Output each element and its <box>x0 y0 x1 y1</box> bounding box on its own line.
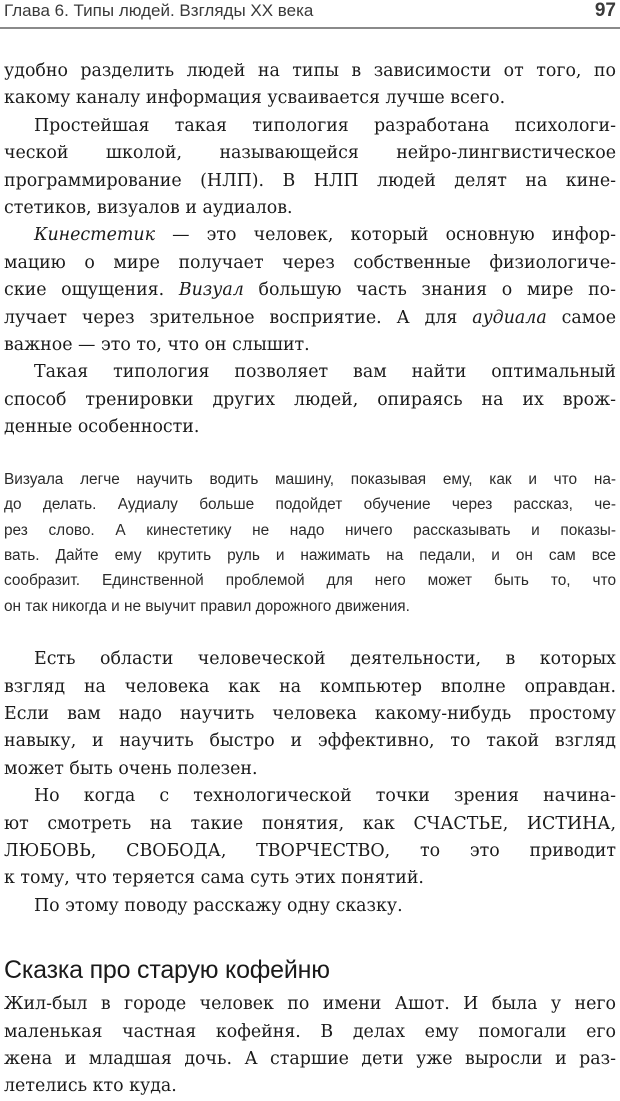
text-span: Простейшая такая типология разработана психологи- <box>34 115 616 136</box>
text-line <box>4 646 616 673</box>
text-line: Жил-был в городе человек по имени Ашот. И была у него <box>4 994 616 1015</box>
paragraph-7 <box>4 893 616 920</box>
sidebar-note <box>4 467 616 619</box>
section-heading: Сказка про старую кофейню <box>4 956 330 985</box>
text-line: жена и младшая дочь. А старшие дети уже выросли и раз- <box>4 1049 616 1069</box>
text-line: способ тренировки других людей, опираясь на их врож- <box>4 389 616 410</box>
text-line: удобно разделить людей на типы в зависимости от того, по <box>4 61 616 81</box>
text-line: сообразит. Единственной проблемой для него может быть то, что <box>4 572 616 590</box>
text-line: важное — это то, что он слышит. <box>4 335 310 356</box>
page-number: 97 <box>594 0 616 21</box>
text-line: Визуала легче научить водить машину, показывая ему, как и что на- <box>4 470 616 488</box>
text-span: По этому поводу расскажу одну сказку. <box>34 895 403 916</box>
text-line <box>4 893 616 920</box>
paragraph-1 <box>4 58 616 113</box>
text-line: какому каналу информация усваивается лучше всего. <box>4 88 506 109</box>
page-content <box>4 58 616 1101</box>
text-line: ЛЮБОВЬ, СВОБОДА, ТВОРЧЕСТВО, то это приводит <box>4 840 616 861</box>
text-line: денные особенности. <box>4 417 200 438</box>
text-span: ские ощущения. <box>4 280 179 301</box>
text-line: вать. Дайте ему крутить руль и нажимать на педали, и он сам все <box>4 546 616 564</box>
text-line: Если вам надо научить человека какому-нибудь простому <box>4 703 616 724</box>
text-line <box>4 277 616 304</box>
text-line: маленькая частная кофейня. В делах ему помогали его <box>4 1021 616 1042</box>
text-line: ческой школой, называющейся нейро-лингвистическое <box>4 143 616 164</box>
term-audial: аудиала <box>472 307 547 328</box>
text-line <box>4 305 616 332</box>
text-line <box>4 222 616 249</box>
paragraph-3 <box>4 222 616 359</box>
text-line: ют смотреть на такие понятия, как СЧАСТЬЕ, ИСТИНА, <box>4 813 616 834</box>
text-line: программирование (НЛП). В НЛП людей делят на кине- <box>4 170 616 191</box>
header-divider <box>0 27 620 29</box>
text-line: летелись кто куда. <box>4 1076 177 1097</box>
text-line: стетиков, визуалов и аудиалов. <box>4 198 293 219</box>
text-line <box>4 113 616 140</box>
text-span: Есть области человеческой деятельности, в которых <box>34 649 616 670</box>
paragraph-2 <box>4 113 616 223</box>
paragraph-6 <box>4 783 616 893</box>
paragraph-8 <box>4 991 616 1101</box>
paragraph-4 <box>4 359 616 441</box>
text-span: лучает через зрительное восприятие. А для <box>4 307 473 328</box>
term-visual: Визуал <box>178 280 244 301</box>
text-span: Такая типология позволяет вам найти оптимальный <box>34 362 616 383</box>
chapter-title: Глава 6. Типы людей. Взгляды XX века <box>4 1 314 20</box>
text-line: он так никогда и не выучит правил дорожного движения. <box>4 597 410 615</box>
text-line: мацию о мире получает через собственные физиологиче- <box>4 252 616 273</box>
text-line: навыку, и научить быстро и эффективно, то такой взгляд <box>4 731 616 752</box>
text-span: — это человек, который основную инфор- <box>155 225 616 246</box>
paragraph-5 <box>4 646 616 783</box>
text-span: большую часть знания о мире по- <box>243 280 617 301</box>
text-line <box>4 783 616 810</box>
text-line <box>4 359 616 386</box>
text-line: может быть очень полезен. <box>4 758 258 779</box>
text-line: взгляд на человека как на компьютер вполне оправдан. <box>4 676 616 697</box>
running-header <box>0 0 620 26</box>
text-line: к тому, что теряется сама суть этих понятий. <box>4 868 424 889</box>
text-span: самое <box>546 307 616 328</box>
text-span: Но когда с технологической точки зрения начина- <box>34 786 616 807</box>
text-line: рез слово. А кинестетику не надо ничего рассказывать и показы- <box>4 521 616 539</box>
text-line: до делать. Аудиалу больше подойдет обучение через рассказ, че- <box>4 496 616 514</box>
term-kinesthetic: Кинестетик <box>34 225 156 246</box>
